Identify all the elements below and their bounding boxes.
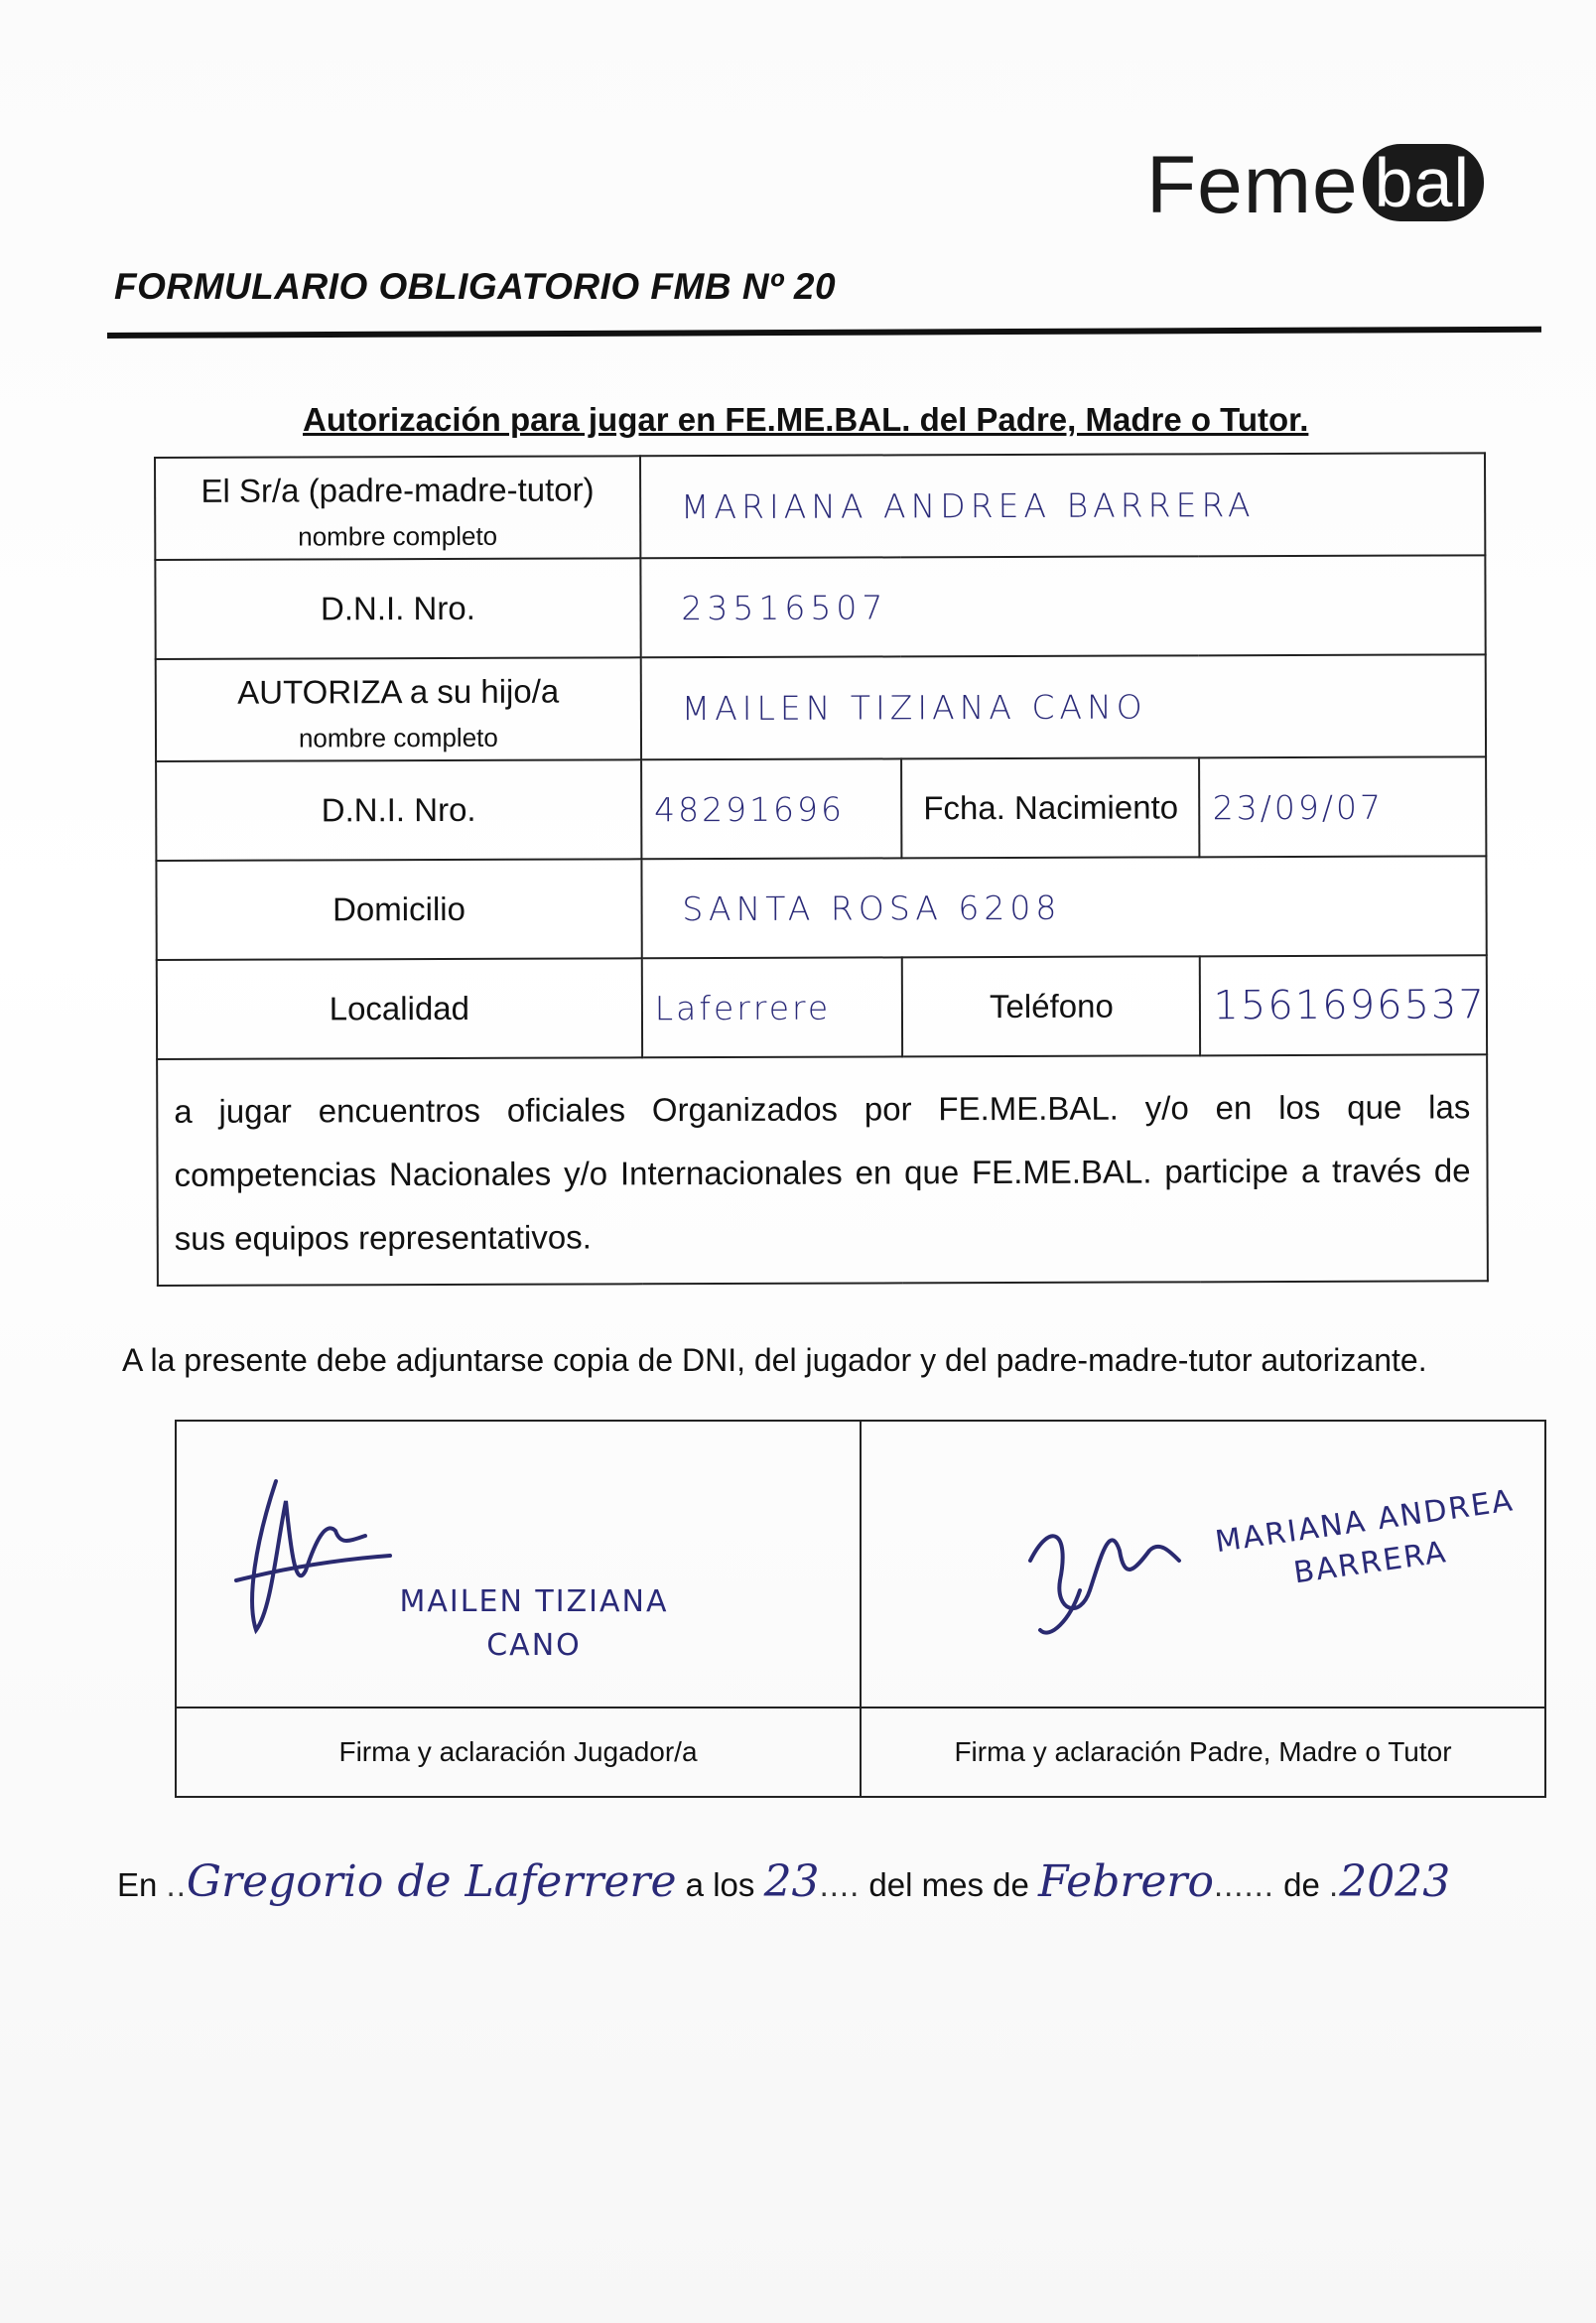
phone-value: 1561696537 bbox=[1200, 955, 1487, 1055]
child-dni-row bbox=[156, 756, 1486, 861]
date-place: Gregorio de Laferrere bbox=[186, 1856, 677, 1907]
date-day: 23 bbox=[763, 1856, 820, 1907]
address-label: Domicilio bbox=[156, 859, 641, 960]
locality-label: Localidad bbox=[157, 958, 642, 1059]
date-line: En ..Gregorio de Laferrere a los 23.... del mes de Febrero...... de .2023 bbox=[117, 1856, 1451, 1907]
parent-sublabel: nombre completo bbox=[298, 520, 498, 552]
date-prefix: En bbox=[117, 1866, 158, 1903]
parent-signature-caption: Firma y aclaración Padre, Madre o Tutor bbox=[861, 1708, 1545, 1797]
player-printed-name: MAILEN TIZIANA CANO bbox=[399, 1584, 669, 1663]
player-signature-box bbox=[176, 1421, 861, 1708]
signature-table bbox=[175, 1420, 1546, 1798]
child-label: AUTORIZA a su hijo/a bbox=[237, 672, 560, 711]
form-title: FORMULARIO OBLIGATORIO FMB Nº 20 bbox=[114, 266, 837, 307]
player-signature-caption: Firma y aclaración Jugador/a bbox=[176, 1708, 861, 1797]
child-label-cell bbox=[156, 657, 641, 761]
authorization-table bbox=[154, 452, 1489, 1287]
parent-printed-name: MARIANA ANDREA BARRERA bbox=[1213, 1483, 1517, 1591]
femebal-logo: Feme bal bbox=[1146, 139, 1484, 232]
birth-date-label: Fcha. Nacimiento bbox=[901, 757, 1199, 858]
title-rule bbox=[107, 327, 1541, 339]
parent-dni-row bbox=[155, 555, 1485, 659]
locality-row bbox=[157, 955, 1487, 1059]
parent-dni-label: D.N.I. Nro. bbox=[155, 558, 640, 659]
parent-signature-box bbox=[861, 1421, 1545, 1708]
date-del-mes-de: del mes de bbox=[868, 1866, 1029, 1903]
player-signature-mark bbox=[216, 1461, 395, 1650]
form-subtitle: Autorización para jugar en FE.ME.BAL. del Padre, Madre o Tutor. bbox=[303, 401, 1309, 438]
parent-signature-mark bbox=[1010, 1491, 1189, 1650]
parent-dni-value: 23516507 bbox=[640, 555, 1486, 657]
parent-label-cell bbox=[155, 456, 640, 560]
address-row bbox=[156, 856, 1486, 960]
child-dni-value: 48291696 bbox=[641, 758, 902, 859]
date-a-los: a los bbox=[685, 1866, 755, 1903]
child-dni-label: D.N.I. Nro. bbox=[156, 759, 641, 861]
locality-value: Laferrere bbox=[642, 957, 903, 1057]
phone-label: Teléfono bbox=[902, 956, 1200, 1056]
child-sublabel: nombre completo bbox=[298, 722, 498, 753]
attachment-note: A la presente debe adjuntarse copia de DNI, del jugador y del padre-madre-tutor autorizante. bbox=[122, 1342, 1427, 1378]
child-name-value: MAILEN TIZIANA CANO bbox=[641, 654, 1487, 759]
birth-date-value: 23/09/07 bbox=[1200, 756, 1487, 857]
parent-name-row bbox=[155, 453, 1485, 560]
body-text-row bbox=[157, 1054, 1488, 1286]
address-value: SANTA ROSA 6208 bbox=[641, 856, 1487, 958]
child-name-row bbox=[156, 654, 1486, 761]
parent-label: El Sr/a (padre-madre-tutor) bbox=[200, 471, 595, 509]
date-de: de bbox=[1283, 1866, 1320, 1903]
parent-name-value: MARIANA ANDREA BARRERA bbox=[640, 453, 1486, 558]
authorization-body-text: a jugar encuentros oficiales Organizados por FE.ME.BAL. y/o en los que las competencias Nacionales y/o Internacionales en que FE.ME.BAL. participe a través de sus equipos representativos. bbox=[157, 1054, 1488, 1286]
date-month: Febrero bbox=[1038, 1856, 1214, 1907]
date-year: 2023 bbox=[1339, 1856, 1451, 1907]
